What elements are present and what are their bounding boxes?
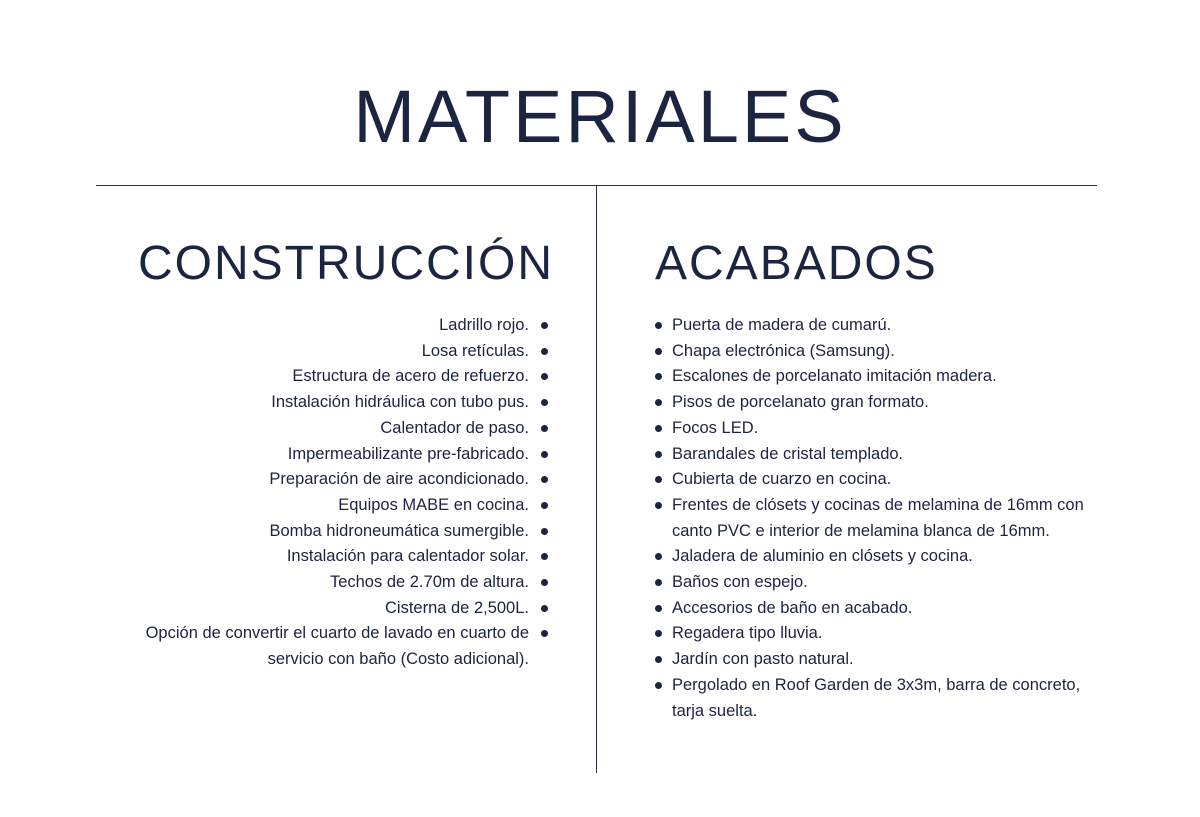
list-item xyxy=(86,339,550,365)
bullet-icon xyxy=(541,322,548,329)
bullet-icon xyxy=(541,630,548,637)
bullet-icon xyxy=(655,682,662,689)
bullet-icon xyxy=(655,399,662,406)
bullet-icon xyxy=(655,502,662,509)
list-item xyxy=(652,416,1104,442)
list-item xyxy=(652,467,1104,493)
bullet-icon xyxy=(541,579,548,586)
page-title: MATERIALES xyxy=(353,75,847,158)
list-item xyxy=(652,390,1104,416)
list-item xyxy=(652,570,1104,596)
list-item-text: Impermeabilizante pre-fabricado. xyxy=(287,444,529,463)
list-item xyxy=(86,570,550,596)
list-item-text: Pisos de porcelanato gran formato. xyxy=(672,393,929,412)
list-item xyxy=(86,390,550,416)
bullet-icon xyxy=(541,425,548,432)
bullet-icon xyxy=(655,322,662,329)
list-item-text: Pergolado en Roof Garden de 3x3m, barra de concreto, tarja suelta. xyxy=(672,675,1081,720)
list-item xyxy=(652,364,1104,390)
bullet-icon xyxy=(655,451,662,458)
list-item-text: Instalación para calentador solar. xyxy=(286,547,529,566)
construccion-heading: CONSTRUCCIÓN xyxy=(138,237,554,290)
bullet-icon xyxy=(541,553,548,560)
list-item xyxy=(86,544,550,570)
list-item-text: Escalones de porcelanato imitación madera. xyxy=(672,367,997,386)
list-item-text: Accesorios de baño en acabado. xyxy=(672,598,913,617)
list-item xyxy=(86,364,550,390)
list-item-text: Opción de convertir el cuarto de lavado en cuarto de servicio con baño (Costo adicional). xyxy=(145,624,529,669)
list-item xyxy=(652,442,1104,468)
list-item-text: Chapa electrónica (Samsung). xyxy=(672,341,895,360)
bullet-icon xyxy=(655,476,662,483)
bullet-icon xyxy=(655,553,662,560)
list-item xyxy=(86,596,550,622)
vertical-divider xyxy=(596,185,597,773)
bullet-icon xyxy=(541,373,548,380)
list-item xyxy=(652,339,1104,365)
list-item-text: Techos de 2.70m de altura. xyxy=(329,573,529,592)
list-item xyxy=(652,596,1104,622)
list-item-text: Focos LED. xyxy=(672,418,759,437)
list-item xyxy=(86,313,550,339)
list-item-text: Barandales de cristal templado. xyxy=(672,444,904,463)
bullet-icon xyxy=(541,605,548,612)
list-item xyxy=(86,416,550,442)
list-item-text: Calentador de paso. xyxy=(380,418,529,437)
bullet-icon xyxy=(655,348,662,355)
bullet-icon xyxy=(541,399,548,406)
bullet-icon xyxy=(541,451,548,458)
bullet-icon xyxy=(655,579,662,586)
bullet-icon xyxy=(655,630,662,637)
bullet-icon xyxy=(655,373,662,380)
list-item-text: Jaladera de aluminio en clósets y cocina. xyxy=(672,547,973,566)
bullet-icon xyxy=(655,605,662,612)
list-item-text: Frentes de clósets y cocinas de melamina de 16mm con canto PVC e interior de melamina blanca de 16mm. xyxy=(672,495,1084,540)
list-item-text: Jardín con pasto natural. xyxy=(672,650,854,669)
acabados-list xyxy=(652,313,1104,724)
list-item xyxy=(652,647,1104,673)
list-item xyxy=(652,544,1104,570)
list-item xyxy=(652,673,1104,724)
bullet-icon xyxy=(655,656,662,663)
acabados-heading: ACABADOS xyxy=(655,237,938,290)
bullet-icon xyxy=(541,528,548,535)
list-item-text: Baños con espejo. xyxy=(672,573,808,592)
list-item-text: Bomba hidroneumática sumergible. xyxy=(269,521,529,540)
list-item-text: Ladrillo rojo. xyxy=(439,316,529,334)
list-item xyxy=(86,519,550,545)
list-item xyxy=(86,621,550,672)
list-item xyxy=(652,621,1104,647)
list-item-text: Equipos MABE en cocina. xyxy=(338,495,529,514)
list-item xyxy=(652,313,1104,339)
list-item xyxy=(86,493,550,519)
list-item-text: Instalación hidráulica con tubo pus. xyxy=(271,393,529,412)
bullet-icon xyxy=(541,348,548,355)
list-item xyxy=(86,467,550,493)
list-item xyxy=(86,442,550,468)
list-item-text: Losa retículas. xyxy=(421,341,529,360)
bullet-icon xyxy=(541,502,548,509)
bullet-icon xyxy=(655,425,662,432)
list-item xyxy=(652,493,1104,544)
list-item-text: Preparación de aire acondicionado. xyxy=(269,470,529,489)
list-item-text: Estructura de acero de refuerzo. xyxy=(292,367,529,386)
list-item-text: Puerta de madera de cumarú. xyxy=(672,316,892,334)
list-item-text: Regadera tipo lluvia. xyxy=(672,624,823,643)
list-item-text: Cubierta de cuarzo en cocina. xyxy=(672,470,892,489)
construccion-list xyxy=(86,313,550,673)
bullet-icon xyxy=(541,476,548,483)
list-item-text: Cisterna de 2,500L. xyxy=(384,598,529,617)
